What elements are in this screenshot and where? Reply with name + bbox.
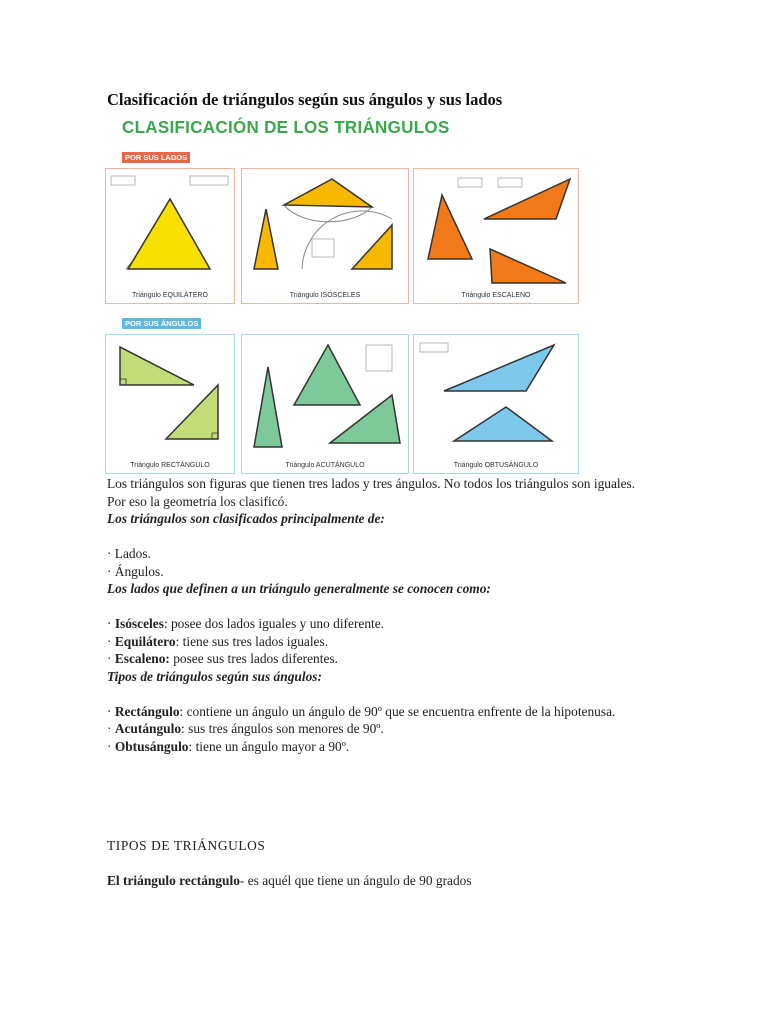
caption-isosceles: Triángulo ISÓSCELES (289, 292, 361, 299)
rectangulo-shape-1 (120, 347, 194, 385)
panel-escaleno (413, 168, 579, 304)
isosceles-triangle-icon (242, 169, 408, 303)
caption-obtusangulo: Triángulo OBTUSÁNGULO (453, 462, 539, 469)
obtuse-triangle-icon (414, 335, 578, 473)
definition-right-triangle: El triángulo rectángulo- es aquél que tiene un ángulo de 90 grados (107, 873, 472, 888)
intro-paragraph: Los triángulos son figuras que tienen tres lados y tres ángulos. No todos los triángulos son iguales. (107, 476, 636, 491)
obtusangulo-shape-2 (454, 407, 552, 441)
acute-triangle-icon (242, 335, 408, 473)
figure-heading: CLASIFICACIÓN DE LOS TRIÁNGULOS (122, 117, 450, 138)
caption-equilatero: Triángulo EQUILÁTERO (132, 292, 208, 299)
equilatero-shape (128, 199, 210, 269)
isosceles-shape-2 (254, 209, 278, 269)
list-item-isosceles: · Isósceles: posee dos lados iguales y uno diferente. (107, 616, 385, 631)
panel-rectangulo (105, 334, 235, 474)
panel-obtusangulo (413, 334, 579, 474)
caption-rectangulo: Triángulo RECTÁNGULO (130, 462, 210, 469)
intro-line-2: Por eso la geometría los clasificó. (107, 493, 288, 509)
list-item-equilatero: · Equilátero: tiene sus tres lados iguales. (107, 633, 329, 649)
list-item-escaleno: · Escaleno: posee sus tres lados diferentes. (107, 651, 338, 666)
list-item-rectangulo: · Rectángulo: contiene un ángulo un ángulo de 90º que se encuentra enfrente de la hipotenusa. (107, 703, 616, 719)
list-item-acutangulo: · Acutángulo: sus tres ángulos son menores de 90º. (107, 721, 384, 736)
escaleno-shape-1 (428, 195, 472, 259)
panel-acutangulo (241, 334, 409, 474)
escaleno-shape-2 (484, 179, 570, 219)
question-sides: Los lados que definen a un triángulo generalmente se conocen como: (107, 581, 491, 596)
body-text (107, 475, 667, 755)
isosceles-shape-3 (352, 225, 392, 269)
question-angles: Tipos de triángulos según sus ángulos: (107, 668, 322, 684)
list-item: · Ángulos. (107, 563, 164, 579)
acutangulo-shape-2 (254, 367, 282, 447)
panel-isosceles (241, 168, 409, 304)
escaleno-shape-3 (490, 249, 566, 283)
section-label-angles: POR SUS ÁNGULOS (122, 318, 201, 329)
section-label-sides: POR SUS LADOS (122, 152, 190, 163)
right-triangle-icon (106, 335, 234, 473)
triangle-classification-figure (105, 112, 580, 477)
caption-escaleno: Triángulo ESCALENO (461, 292, 531, 299)
section-heading: TIPOS DE TRIÁNGULOS (107, 838, 266, 853)
equilateral-triangle-icon (106, 169, 234, 303)
page-title: Clasificación de triángulos según sus ángulos y sus lados (107, 90, 503, 109)
question-classification: Los triángulos son clasificados principalmente de: (107, 511, 385, 526)
rectangulo-shape-2 (166, 385, 218, 439)
caption-acutangulo: Triángulo ACUTÁNGULO (285, 462, 365, 469)
acutangulo-shape-1 (294, 345, 360, 405)
isosceles-shape-1 (284, 179, 372, 207)
panel-equilatero (105, 168, 235, 304)
scalene-triangle-icon (414, 169, 578, 303)
list-item: · Lados. (107, 546, 151, 561)
obtusangulo-shape-1 (444, 345, 554, 391)
list-item-obtusangulo: · Obtusángulo: tiene un ángulo mayor a 90º. (107, 738, 350, 754)
